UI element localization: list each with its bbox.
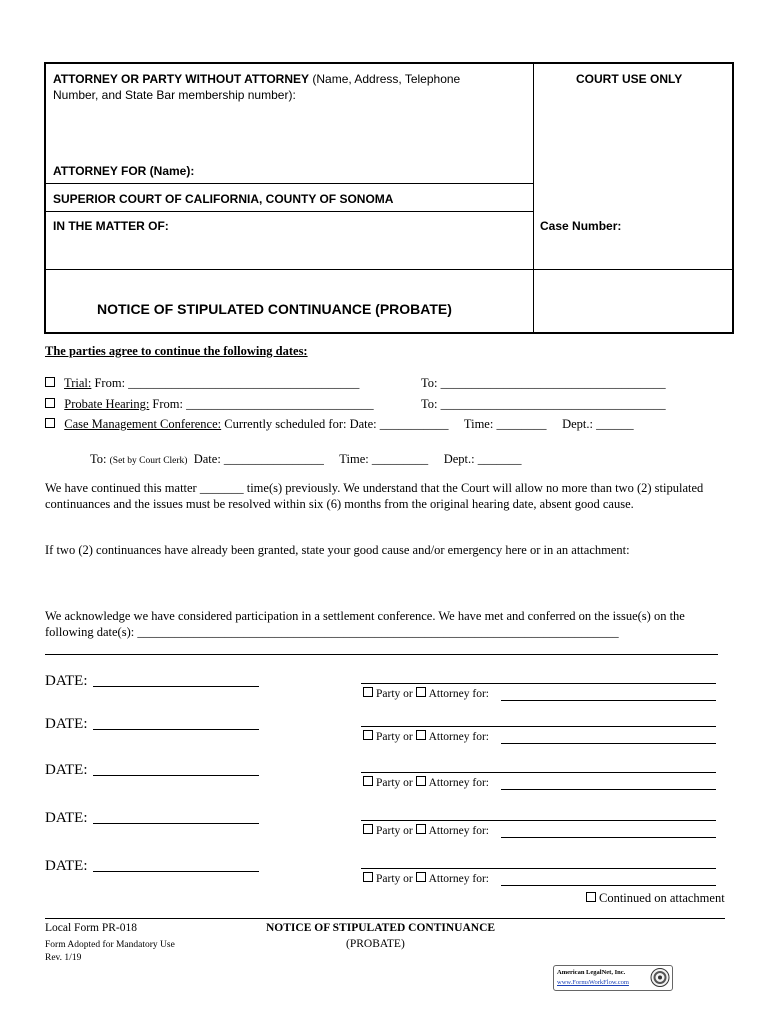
probate-from[interactable]: From: ______________________________ — [152, 397, 374, 411]
attorney-for-signature-label: Attorney for: — [428, 731, 489, 743]
attorney-for-line[interactable] — [501, 837, 716, 838]
agree-heading: The parties agree to continue the following dates: — [45, 344, 308, 358]
attorney-for-label[interactable]: ATTORNEY FOR (Name): — [53, 164, 195, 178]
clerk-note: (Set by Court Clerk) — [109, 456, 188, 466]
caption-rule — [46, 269, 732, 270]
settlement-paragraph: We acknowledge we have considered participation in a settlement conference. We have met and conferred on the issue(s) on the following date(s): _____________________________________________________________________________ — [45, 609, 685, 639]
date-line[interactable] — [93, 686, 259, 687]
attorney-for-signature-label: Attorney for: — [428, 688, 489, 700]
vendor-name: American LegalNet, Inc. — [557, 969, 626, 976]
date-label: DATE: — [45, 673, 88, 689]
cmc-scheduled[interactable]: Currently scheduled for: Date: ___________ Time: ________ Dept.: ______ — [224, 417, 634, 431]
party-checkbox[interactable] — [363, 872, 373, 882]
trial-label: Trial: — [64, 376, 92, 390]
party-checkbox[interactable] — [363, 687, 373, 697]
probate-checkbox[interactable] — [45, 398, 55, 408]
continued-option[interactable] — [586, 890, 725, 906]
court-use-label: COURT USE ONLY — [576, 72, 683, 86]
date-line[interactable] — [93, 871, 259, 872]
attorney-sublabel: (Name, Address, Telephone — [312, 72, 461, 86]
date-label: DATE: — [45, 858, 88, 874]
court-name: SUPERIOR COURT OF CALIFORNIA, COUNTY OF SONOMA — [53, 192, 394, 206]
party-label: Party or — [376, 777, 413, 789]
form-revision: Rev. 1/19 — [45, 953, 82, 963]
date-line[interactable] — [93, 823, 259, 824]
date-label: DATE: — [45, 716, 88, 732]
settlement-extra-line[interactable] — [45, 654, 718, 655]
matter-of-label[interactable]: IN THE MATTER OF: — [53, 219, 169, 233]
form-number: Local Form PR-018 — [45, 922, 137, 934]
party-attorney-options — [363, 776, 489, 789]
clerk-date-time-dept[interactable]: Date: ________________ Time: _________ Dept.: _______ — [193, 452, 522, 466]
caption-rule — [46, 211, 533, 212]
party-attorney-options — [363, 872, 489, 885]
signature-line[interactable] — [361, 683, 716, 684]
probate-label: Probate Hearing: — [64, 397, 150, 411]
party-label: Party or — [376, 825, 413, 837]
cmc-option[interactable] — [45, 416, 634, 432]
attorney-checkbox[interactable] — [416, 824, 426, 834]
continued-label: Continued on attachment — [599, 891, 725, 905]
clerk-line[interactable] — [90, 451, 522, 469]
attorney-for-signature-label: Attorney for: — [428, 777, 489, 789]
attorney-for-signature-label: Attorney for: — [428, 825, 489, 837]
good-cause-paragraph: If two (2) continuances have already been granted, state your good cause and/or emergency here or in an attachment: — [45, 543, 630, 557]
attorney-sublabel-2: Number, and State Bar membership number): — [53, 88, 296, 102]
footer-rule — [45, 918, 725, 919]
footer-title: NOTICE OF STIPULATED CONTINUANCE — [266, 922, 496, 934]
attorney-checkbox[interactable] — [416, 730, 426, 740]
party-checkbox[interactable] — [363, 730, 373, 740]
probate-to[interactable]: To: ____________________________________ — [421, 397, 666, 411]
case-number-label[interactable]: Case Number: — [540, 219, 622, 233]
footer-subtitle: (PROBATE) — [346, 938, 405, 950]
party-label: Party or — [376, 688, 413, 700]
trial-option[interactable] — [45, 375, 359, 391]
attorney-for-line[interactable] — [501, 700, 716, 701]
trial-from[interactable]: From: _____________________________________ — [94, 376, 360, 390]
form-adopted: Form Adopted for Mandatory Use — [45, 940, 175, 950]
vendor-globe-icon — [650, 967, 670, 988]
date-line[interactable] — [93, 775, 259, 776]
party-attorney-options — [363, 687, 489, 700]
attorney-for-line[interactable] — [501, 743, 716, 744]
form-title: NOTICE OF STIPULATED CONTINUANCE (PROBATE) — [97, 301, 452, 317]
caption-rule — [46, 183, 533, 184]
clerk-to: To: — [90, 452, 107, 466]
attorney-checkbox[interactable] — [416, 776, 426, 786]
probate-option[interactable] — [45, 396, 374, 412]
attorney-for-line[interactable] — [501, 789, 716, 790]
attorney-for-signature-label: Attorney for: — [428, 873, 489, 885]
attorney-for-line[interactable] — [501, 885, 716, 886]
prior-continuances-paragraph: We have continued this matter _______ time(s) previously. We understand that the Court will allow no more than two (2) stipulated continuances and the issues must be resolved within six (6) months from the original hearing date, absent good cause. — [45, 481, 704, 511]
trial-to[interactable]: To: ____________________________________ — [421, 376, 666, 390]
party-attorney-options — [363, 824, 489, 837]
continued-checkbox[interactable] — [586, 892, 596, 902]
caption-divider — [533, 64, 534, 332]
signature-line[interactable] — [361, 772, 716, 773]
attorney-checkbox[interactable] — [416, 687, 426, 697]
cmc-label: Case Management Conference: — [64, 417, 222, 431]
signature-line[interactable] — [361, 726, 716, 727]
party-label: Party or — [376, 873, 413, 885]
attorney-info-field[interactable] — [53, 71, 523, 103]
signature-line[interactable] — [361, 820, 716, 821]
date-line[interactable] — [93, 729, 259, 730]
party-checkbox[interactable] — [363, 824, 373, 834]
party-checkbox[interactable] — [363, 776, 373, 786]
attorney-label: ATTORNEY OR PARTY WITHOUT ATTORNEY — [53, 72, 310, 86]
attorney-checkbox[interactable] — [416, 872, 426, 882]
party-label: Party or — [376, 731, 413, 743]
vendor-badge[interactable] — [553, 965, 673, 991]
trial-checkbox[interactable] — [45, 377, 55, 387]
date-label: DATE: — [45, 810, 88, 826]
vendor-url[interactable]: www.FormsWorkFlow.com — [557, 979, 629, 986]
signature-line[interactable] — [361, 868, 716, 869]
party-attorney-options — [363, 730, 489, 743]
date-label: DATE: — [45, 762, 88, 778]
cmc-checkbox[interactable] — [45, 418, 55, 428]
